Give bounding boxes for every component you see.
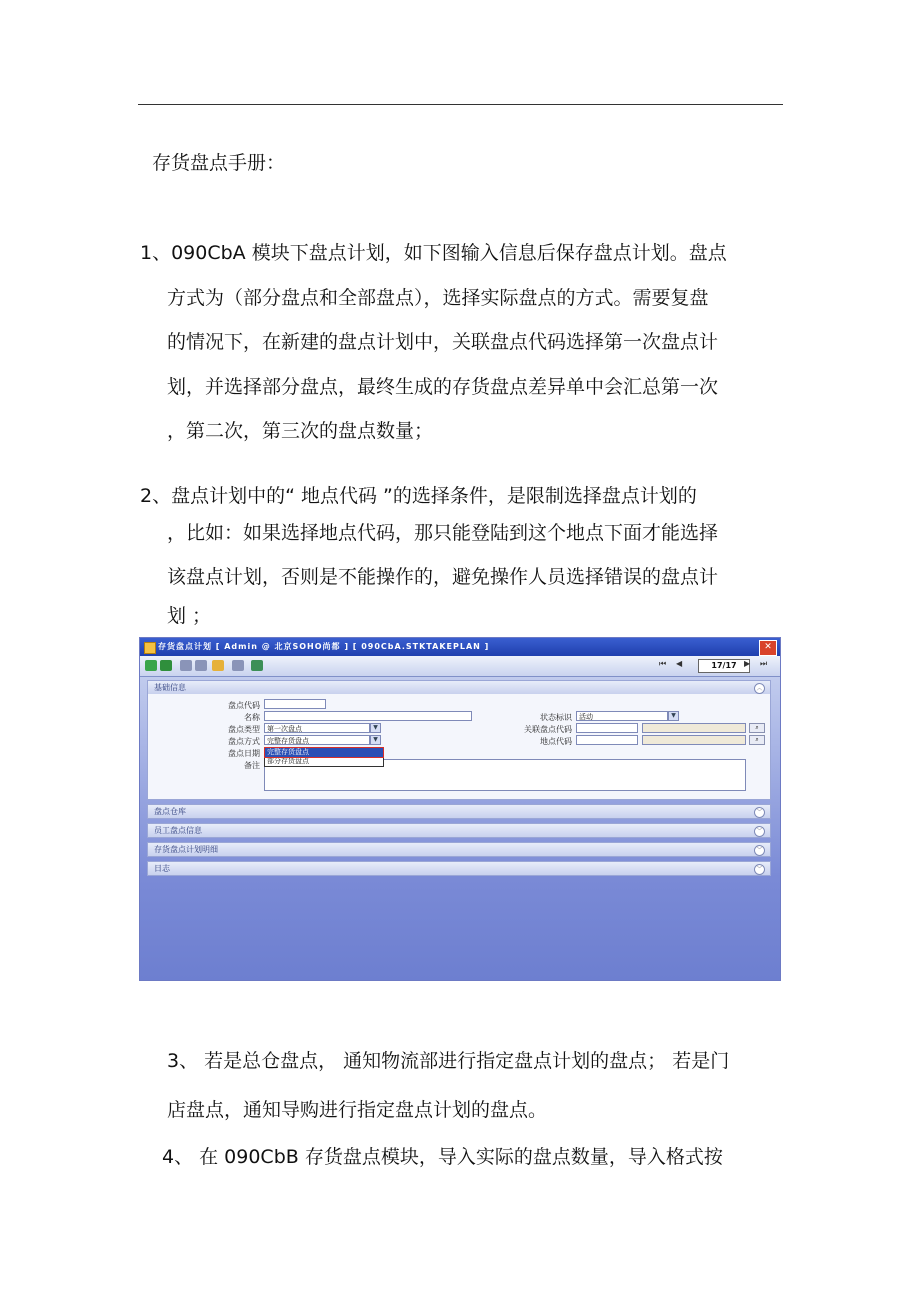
section-log[interactable] — [147, 861, 771, 876]
search-icon[interactable]: ⌕ — [749, 723, 765, 733]
section-employee[interactable] — [147, 823, 771, 838]
section-detail[interactable] — [147, 842, 771, 857]
code-input[interactable] — [264, 699, 326, 709]
code-label: 盘点代码 — [228, 701, 260, 710]
delete-icon[interactable] — [195, 660, 207, 671]
para1-line: 的情况下，在新建的盘点计划中，关联盘点代码选择第一次盘点计 — [167, 331, 719, 353]
date-label: 盘点日期 — [228, 749, 260, 758]
location-name-input — [642, 735, 746, 745]
window-title: 存货盘点计划 [ Admin @ 北京SOHO尚都 ] [ 090CbA.STKTAKEPLAN ] — [158, 642, 490, 651]
copy-icon[interactable] — [180, 660, 192, 671]
export-icon[interactable] — [251, 660, 263, 671]
method-select[interactable]: 完整存货盘点 — [264, 735, 370, 745]
chevron-down-icon[interactable]: ▼ — [370, 723, 381, 733]
para2-line: 该盘点计划，否则是不能操作的，避免操作人员选择错误的盘点计 — [167, 566, 719, 588]
section-basic-info — [147, 680, 771, 800]
section-warehouse[interactable] — [147, 804, 771, 819]
expand-icon[interactable]: ﹀ — [754, 864, 765, 875]
section-title: 存货盘点计划明细 — [154, 845, 218, 854]
print-icon[interactable] — [232, 660, 244, 671]
para3-line: 店盘点，通知导购进行指定盘点计划的盘点。 — [167, 1099, 548, 1121]
location-code-input[interactable] — [576, 735, 638, 745]
collapse-icon[interactable]: ︿ — [754, 683, 765, 694]
name-input[interactable] — [264, 711, 472, 721]
status-label: 状态标识 — [540, 713, 572, 722]
undo-icon[interactable] — [212, 660, 224, 671]
location-code-label: 地点代码 — [540, 737, 572, 746]
section-title: 基础信息 — [154, 683, 186, 692]
embedded-app-screenshot — [139, 637, 781, 981]
expand-icon[interactable]: ﹀ — [754, 807, 765, 818]
name-label: 名称 — [244, 713, 260, 722]
para1-line: 方式为（部分盘点和全部盘点），选择实际盘点的方式。需要复盘 — [167, 287, 709, 309]
section-title: 日志 — [154, 864, 170, 873]
remark-label: 备注 — [244, 761, 260, 770]
method-dropdown-list — [264, 747, 384, 767]
para3-line: 3、 若是总仓盘点， 通知物流部进行指定盘点计划的盘点； 若是门 — [167, 1050, 730, 1072]
chevron-down-icon[interactable]: ▼ — [668, 711, 679, 721]
expand-icon[interactable]: ﹀ — [754, 826, 765, 837]
prev-page-icon[interactable]: ◀ — [676, 659, 683, 668]
app-icon — [144, 642, 156, 654]
para1-line: ，第二次，第三次的盘点数量； — [167, 420, 434, 442]
section-header[interactable] — [148, 681, 770, 694]
header-rule — [138, 104, 783, 105]
doc-title: 存货盘点手册： — [152, 152, 286, 174]
para1-line: 划，并选择部分盘点，最终生成的存货盘点差异单中会汇总第一次 — [167, 376, 719, 398]
para2-line: ，比如：如果选择地点代码，那只能登陆到这个地点下面才能选择 — [167, 522, 719, 544]
section-title: 员工盘点信息 — [154, 826, 202, 835]
type-select[interactable]: 第一次盘点 — [264, 723, 370, 733]
page-indicator: 17/17 — [698, 659, 750, 673]
section-title: 盘点仓库 — [154, 807, 186, 816]
next-page-icon[interactable]: ▶ — [744, 659, 751, 668]
window-titlebar — [140, 638, 780, 656]
related-code-label: 关联盘点代码 — [524, 725, 572, 734]
dropdown-option[interactable]: 完整存货盘点 — [265, 748, 383, 757]
expand-icon[interactable]: ﹀ — [754, 845, 765, 856]
new-icon[interactable] — [145, 660, 157, 671]
para2-line: 2、盘点计划中的“ 地点代码 ”的选择条件，是限制选择盘点计划的 — [140, 485, 697, 507]
type-label: 盘点类型 — [228, 725, 260, 734]
para4-line: 4、 在 090CbB 存货盘点模块，导入实际的盘点数量，导入格式按 — [162, 1146, 723, 1168]
para2-line: 划 ； — [167, 605, 212, 627]
para1-line: 1、090CbA 模块下盘点计划，如下图输入信息后保存盘点计划。盘点 — [140, 242, 727, 264]
dropdown-option[interactable]: 部分存货盘点 — [267, 757, 309, 765]
related-code-input[interactable] — [576, 723, 638, 733]
method-label: 盘点方式 — [228, 737, 260, 746]
last-page-icon[interactable]: ⏭ — [760, 659, 768, 668]
close-button[interactable]: ✕ — [759, 640, 777, 656]
search-icon[interactable]: ⌕ — [749, 735, 765, 745]
related-name-input — [642, 723, 746, 733]
status-select[interactable]: 活动 — [576, 711, 668, 721]
chevron-down-icon[interactable]: ▼ — [370, 735, 381, 745]
toolbar — [140, 656, 780, 677]
first-page-icon[interactable]: ⏮ — [659, 659, 667, 668]
save-icon[interactable] — [160, 660, 172, 671]
